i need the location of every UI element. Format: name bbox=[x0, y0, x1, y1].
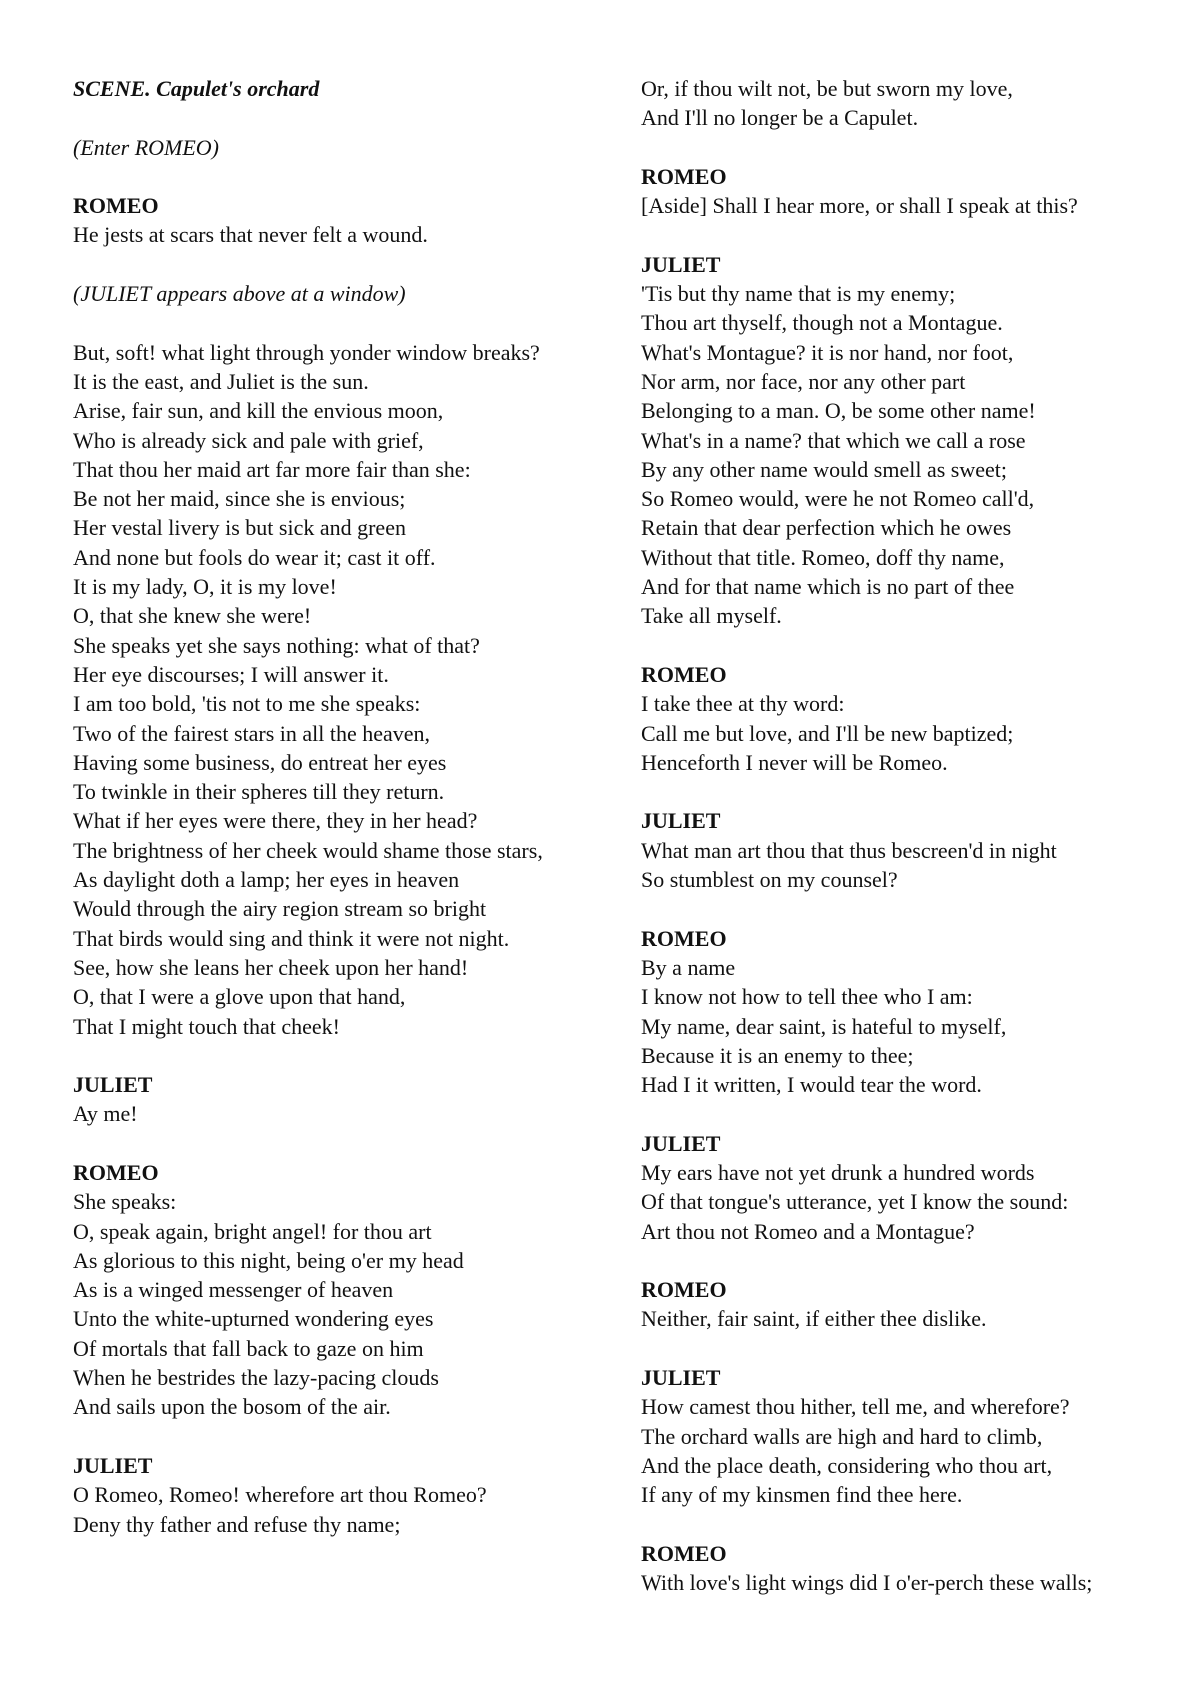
speech-block bbox=[641, 1275, 1161, 1334]
speaker-name: ROMEO bbox=[641, 661, 727, 687]
speech-block bbox=[641, 924, 1161, 1100]
verse-line: Art thou not Romeo and a Montague? bbox=[641, 1218, 975, 1244]
verse-line: Her vestal livery is but sick and green bbox=[73, 515, 406, 541]
verse-line: My name, dear saint, is hateful to myself, bbox=[641, 1013, 1007, 1039]
verse-line: Ay me! bbox=[73, 1101, 138, 1127]
verse-line: What's Montague? it is nor hand, nor foot, bbox=[641, 339, 1014, 365]
verse-line: Her eye discourses; I will answer it. bbox=[73, 661, 389, 687]
verse-line: That birds would sing and think it were not night. bbox=[73, 925, 510, 951]
verse-line: Henceforth I never will be Romeo. bbox=[641, 749, 948, 775]
speaker-name: JULIET bbox=[641, 808, 721, 834]
left-column bbox=[73, 74, 573, 1539]
verse-line: And none but fools do wear it; cast it off. bbox=[73, 544, 436, 570]
verse-line: Had I it written, I would tear the word. bbox=[641, 1072, 982, 1098]
verse-line: She speaks: bbox=[73, 1189, 177, 1215]
speaker-name: ROMEO bbox=[641, 1540, 727, 1566]
verse-line: O, that she knew she were! bbox=[73, 603, 312, 629]
verse-line: Or, if thou wilt not, be but sworn my love, bbox=[641, 76, 1013, 101]
verse-line: Two of the fairest stars in all the heaven, bbox=[73, 720, 431, 746]
verse-line: O, speak again, bright angel! for thou art bbox=[73, 1218, 432, 1244]
speaker-name: ROMEO bbox=[73, 193, 159, 219]
right-column bbox=[641, 74, 1161, 1597]
verse-line: Deny thy father and refuse thy name; bbox=[73, 1511, 401, 1537]
speech-block bbox=[641, 806, 1161, 894]
speech-block bbox=[641, 1363, 1161, 1509]
speech-block bbox=[73, 1070, 573, 1129]
speech-block bbox=[641, 1539, 1161, 1598]
verse-line: And the place death, considering who thou art, bbox=[641, 1452, 1053, 1478]
verse-line: Unto the white-upturned wondering eyes bbox=[73, 1306, 434, 1332]
speech-block bbox=[73, 191, 573, 250]
verse-line: With love's light wings did I o'er-perch these walls; bbox=[641, 1570, 1093, 1596]
speaker-name: JULIET bbox=[73, 1072, 153, 1098]
speaker-name: JULIET bbox=[641, 1130, 721, 1156]
verse-line: See, how she leans her cheek upon her hand! bbox=[73, 954, 469, 980]
verse-line: I take thee at thy word: bbox=[641, 691, 845, 717]
verse-line: By any other name would smell as sweet; bbox=[641, 456, 1007, 482]
verse-line: Of mortals that fall back to gaze on him bbox=[73, 1335, 424, 1361]
verse-line: What man art thou that thus bescreen'd in night bbox=[641, 837, 1057, 863]
verse-line: What if her eyes were there, they in her head? bbox=[73, 808, 478, 834]
stage-direction: (JULIET appears above at a window) bbox=[73, 281, 406, 307]
verse-line: Retain that dear perfection which he owes bbox=[641, 515, 1012, 541]
speaker-name: ROMEO bbox=[73, 1159, 159, 1185]
verse-line: Would through the airy region stream so bright bbox=[73, 896, 487, 922]
verse-line: What's in a name? that which we call a rose bbox=[641, 427, 1026, 453]
verse-line: As is a winged messenger of heaven bbox=[73, 1277, 394, 1303]
verse-line: Belonging to a man. O, be some other name! bbox=[641, 398, 1036, 424]
speech-block bbox=[641, 162, 1161, 221]
verse-line: The orchard walls are high and hard to climb, bbox=[641, 1423, 1043, 1449]
verse-line: Because it is an enemy to thee; bbox=[641, 1042, 914, 1068]
speech-block bbox=[73, 1158, 573, 1422]
verse-line: Without that title. Romeo, doff thy name, bbox=[641, 544, 1005, 570]
verse-line: So stumblest on my counsel? bbox=[641, 867, 898, 893]
speaker-name: ROMEO bbox=[641, 1277, 727, 1303]
verse-line: [Aside] Shall I hear more, or shall I speak at this? bbox=[641, 193, 1078, 219]
verse-line: That thou her maid art far more fair than she: bbox=[73, 456, 471, 482]
verse-line: It is my lady, O, it is my love! bbox=[73, 574, 337, 600]
speech-block bbox=[641, 250, 1161, 631]
verse-line: Having some business, do entreat her eyes bbox=[73, 749, 447, 775]
verse-line: How camest thou hither, tell me, and wherefore? bbox=[641, 1394, 1070, 1420]
verse-line: So Romeo would, were he not Romeo call'd, bbox=[641, 486, 1035, 512]
speaker-name: JULIET bbox=[641, 1365, 721, 1391]
verse-line: As daylight doth a lamp; her eyes in heaven bbox=[73, 867, 460, 893]
verse-line: And I'll no longer be a Capulet. bbox=[641, 105, 919, 131]
verse-line: My ears have not yet drunk a hundred words bbox=[641, 1159, 1035, 1185]
speech-block bbox=[641, 1129, 1161, 1246]
verse-line: I am too bold, 'tis not to me she speaks: bbox=[73, 691, 421, 717]
scene-heading: SCENE. Capulet's orchard bbox=[73, 76, 320, 101]
verse-line: As glorious to this night, being o'er my head bbox=[73, 1247, 464, 1273]
speech-block bbox=[641, 660, 1161, 777]
verse-block bbox=[641, 74, 1161, 133]
speaker-name: JULIET bbox=[641, 251, 721, 277]
verse-line: I know not how to tell thee who I am: bbox=[641, 984, 973, 1010]
verse-line: He jests at scars that never felt a wound. bbox=[73, 222, 428, 248]
verse-line: To twinkle in their spheres till they return. bbox=[73, 779, 445, 805]
verse-line: Who is already sick and pale with grief, bbox=[73, 427, 424, 453]
verse-block bbox=[73, 338, 573, 1041]
speech-block bbox=[73, 1451, 573, 1539]
verse-line: And for that name which is no part of thee bbox=[641, 574, 1015, 600]
verse-line: The brightness of her cheek would shame those stars, bbox=[73, 837, 543, 863]
verse-line: Neither, fair saint, if either thee dislike. bbox=[641, 1306, 987, 1332]
verse-line: If any of my kinsmen find thee here. bbox=[641, 1482, 963, 1508]
verse-line: It is the east, and Juliet is the sun. bbox=[73, 368, 369, 394]
verse-line: Take all myself. bbox=[641, 603, 782, 629]
verse-line: She speaks yet she says nothing: what of that? bbox=[73, 632, 480, 658]
verse-line: Thou art thyself, though not a Montague. bbox=[641, 310, 1003, 336]
verse-line: When he bestrides the lazy-pacing clouds bbox=[73, 1365, 439, 1391]
verse-line: 'Tis but thy name that is my enemy; bbox=[641, 281, 956, 307]
speaker-name: ROMEO bbox=[641, 925, 727, 951]
verse-line: Call me but love, and I'll be new baptized; bbox=[641, 720, 1014, 746]
verse-line: Nor arm, nor face, nor any other part bbox=[641, 368, 966, 394]
stage-direction: (Enter ROMEO) bbox=[73, 134, 220, 160]
verse-line: O Romeo, Romeo! wherefore art thou Romeo? bbox=[73, 1482, 487, 1508]
verse-line: Arise, fair sun, and kill the envious moon, bbox=[73, 398, 444, 424]
speaker-name: ROMEO bbox=[641, 163, 727, 189]
speaker-name: JULIET bbox=[73, 1452, 153, 1478]
verse-line: And sails upon the bosom of the air. bbox=[73, 1394, 391, 1420]
verse-line: Be not her maid, since she is envious; bbox=[73, 486, 406, 512]
verse-line: That I might touch that cheek! bbox=[73, 1013, 340, 1039]
verse-line: O, that I were a glove upon that hand, bbox=[73, 984, 406, 1010]
verse-line: Of that tongue's utterance, yet I know the sound: bbox=[641, 1189, 1069, 1215]
verse-line: But, soft! what light through yonder window breaks? bbox=[73, 339, 540, 365]
verse-line: By a name bbox=[641, 954, 736, 980]
